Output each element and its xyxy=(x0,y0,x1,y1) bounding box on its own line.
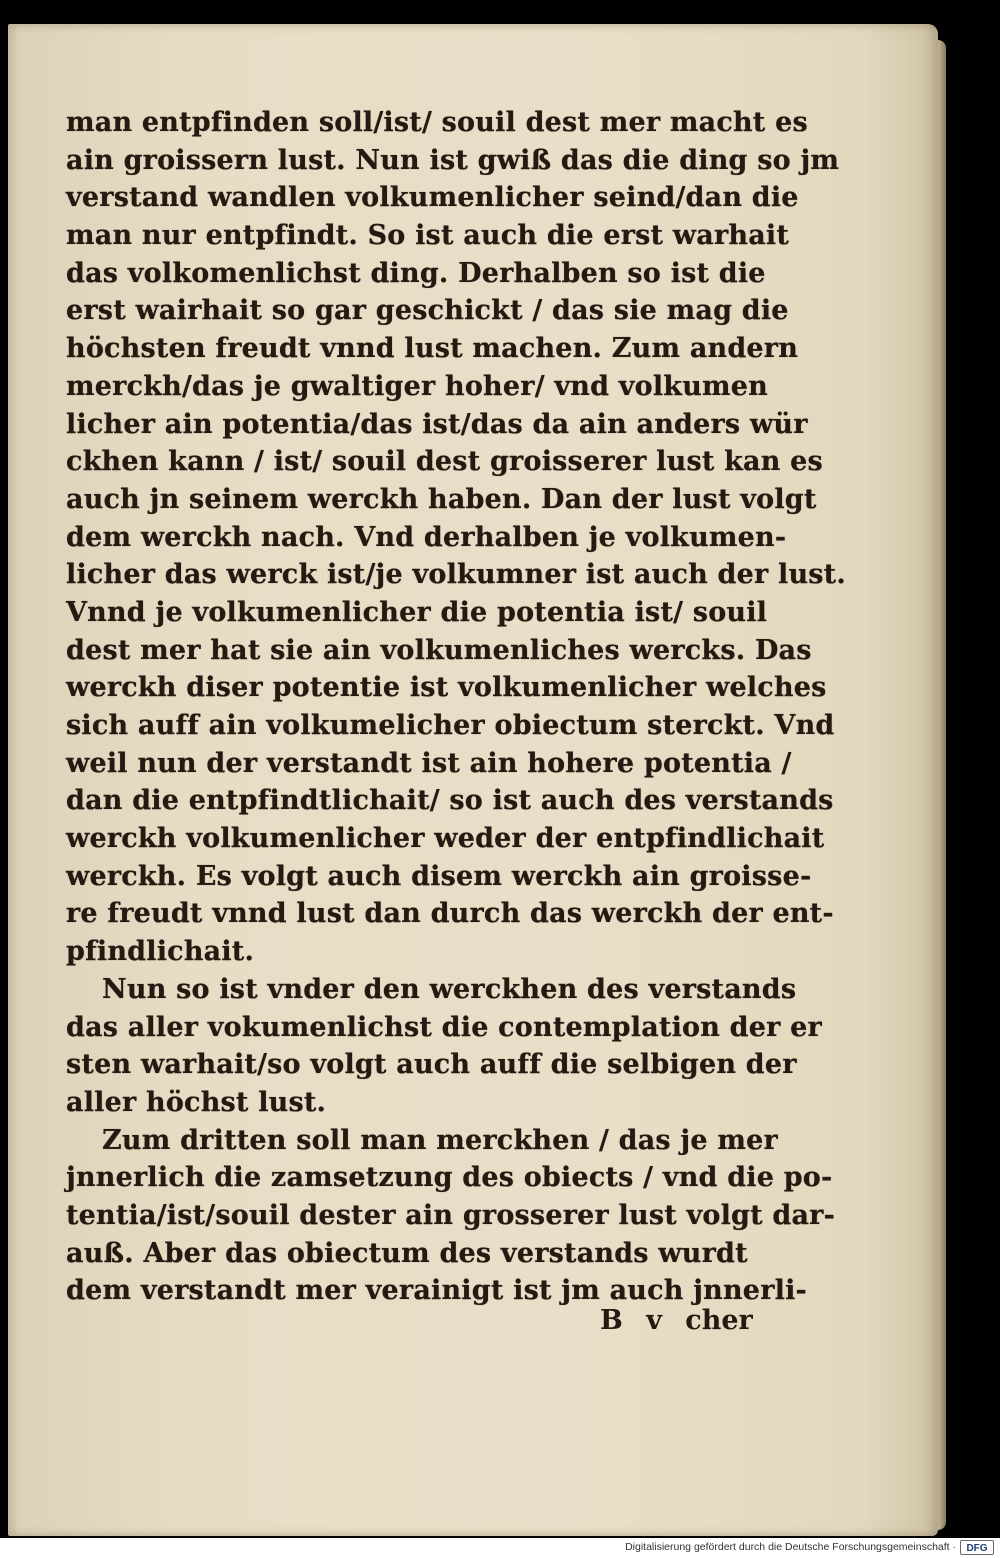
text-line: das volkomenlichst ding. Derhalben so ist die xyxy=(66,257,766,289)
dfg-logo: DFG xyxy=(960,1540,994,1555)
text-line: aller höchst lust. xyxy=(66,1086,327,1118)
text-line: auß. Aber das obiectum des verstands wurdt xyxy=(66,1237,748,1269)
text-line: merckh/das je gwaltiger hoher/ vnd volkumen xyxy=(66,370,769,402)
text-line: das aller vokumenlichst die contemplation der er xyxy=(66,1011,822,1043)
text-line: dest mer hat sie ain volkumenliches wercks. Das xyxy=(66,634,812,666)
text-line: dem verstandt mer verainigt ist jm auch jnnerli- xyxy=(66,1275,807,1307)
footer-credit: Digitalisierung gefördert durch die Deutsche Forschungsgemeinschaft · xyxy=(625,1541,956,1553)
text-line: licher ain potentia/das ist/das da ain anders wür xyxy=(66,408,808,440)
catchword: B v cher xyxy=(600,1305,753,1336)
footer-bar xyxy=(0,1538,1000,1558)
text-line: dan die entpfindtlichait/ so ist auch des verstands xyxy=(66,785,834,817)
text-line: ain groissern lust. Nun ist gwiß das die ding so jm xyxy=(66,144,840,176)
text-line: ckhen kann / ist/ souil dest groisserer lust kan es xyxy=(66,446,823,478)
text-line: weil nun der verstandt ist ain hohere potentia / xyxy=(66,747,792,779)
text-line: erst wairhait so gar geschickt / das sie mag die xyxy=(66,295,789,327)
page-edge xyxy=(938,40,946,1530)
text-line: auch jn seinem werckh haben. Dan der lust volgt xyxy=(66,483,817,515)
text-line: man nur entpfindt. So ist auch die erst warhait xyxy=(66,220,790,252)
text-line: man entpfinden soll/ist/ souil dest mer macht es xyxy=(66,107,808,138)
text-line: Zum dritten soll man merckhen / das je mer xyxy=(102,1124,778,1156)
text-line: verstand wandlen volkumenlicher seind/dan die xyxy=(66,182,799,214)
text-line: re freudt vnnd lust dan durch das werckh der ent- xyxy=(66,898,834,930)
text-line: Nun so ist vnder den werckhen des verstands xyxy=(102,973,797,1005)
text-line: tentia/ist/souil dester ain grosserer lust volgt dar- xyxy=(66,1199,836,1231)
text-line: werckh. Es volgt auch disem werckh ain groisse- xyxy=(66,860,812,892)
text-line: werckh volkumenlicher weder der entpfindlichait xyxy=(66,823,825,855)
text-line: sich auff ain volkumelicher obiectum sterckt. Vnd xyxy=(66,710,835,741)
text-line: pfindlichait. xyxy=(66,936,255,968)
text-line: Vnnd je volkumenlicher die potentia ist/ souil xyxy=(66,596,768,628)
text-line: höchsten freudt vnnd lust machen. Zum andern xyxy=(66,333,799,365)
text-line: dem werckh nach. Vnd derhalben je volkumen- xyxy=(66,521,787,553)
text-block xyxy=(66,104,846,1310)
text-line: sten warhait/so volgt auch auff die selbigen der xyxy=(66,1049,797,1081)
text-line: jnnerlich die zamsetzung des obiects / vnd die po- xyxy=(66,1162,833,1194)
text-line: licher das werck ist/je volkumner ist auch der lust. xyxy=(66,559,846,591)
text-line: werckh diser potentie ist volkumenlicher welches xyxy=(66,672,827,704)
